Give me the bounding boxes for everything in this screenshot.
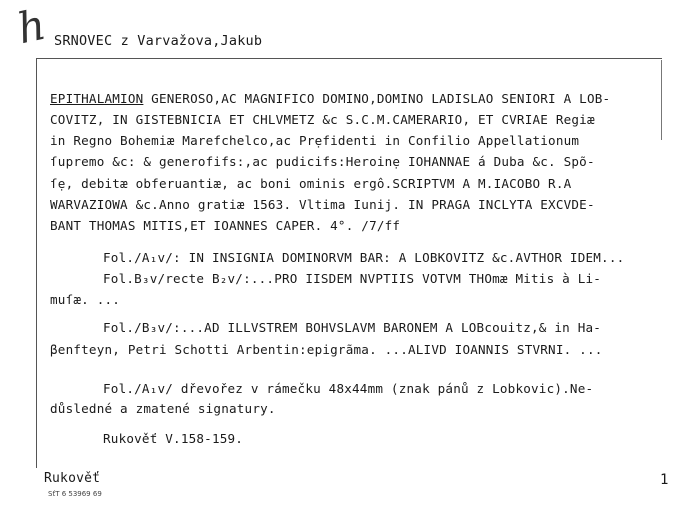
note-line-7: důsledné a zmatené signatury. <box>50 401 276 416</box>
entry-line-7: BANT THOMAS MITIS,ET IOANNES CAPER. 4°. /7/ff <box>50 218 401 233</box>
author-heading: SRNOVEC z Varvažova,Jakub <box>54 33 263 49</box>
footer-label: Rukověť <box>44 471 101 486</box>
note-line-4: Fol./B₃v/:...AD ILLVSTREM BOHVSLAVM BARONEM A LOBcouitz,& in Ha- <box>103 320 602 335</box>
entry-line-4: ſupremo &c: & generofifs:,ac pudicifs:Heroinẹ IOHANNAE á Duba &c. Spõ- <box>50 154 595 169</box>
frame-left-line <box>36 58 37 468</box>
entry-line-3: in Regno Bohemiæ Marefchelco,ac Prẹfidenti in Confilio Appellationum <box>50 133 580 148</box>
handwritten-mark: ℎ <box>13 0 50 54</box>
entry-line-1 <box>50 91 610 106</box>
note-line-1: Fol./A₁v/: IN INSIGNIA DOMINORVM BAR: A LOBKOVITZ &c.AVTHOR IDEM... <box>103 250 625 265</box>
frame-top-line <box>36 58 662 59</box>
note-line-3: muſæ. ... <box>50 292 121 307</box>
catalog-stamp: SťT 6 53969 69 <box>48 490 102 498</box>
entry-line-2: COVITZ, IN GISTEBNICIA ET CHLVMETZ &c S.C.M.CAMERARIO, ET CVRIAE Regiæ <box>50 112 595 127</box>
entry-line-6: WARVAZIOWA &c.Anno gratiæ 1563. Vltima Iunij. IN PRAGA INCLYTA EXCVDE- <box>50 197 595 212</box>
note-line-5: βenfteyn, Petri Schotti Arbentin:epigrãma. ...ALIVD IOANNIS STVRNI. ... <box>50 342 603 357</box>
entry-line-5: ſẹ, debitæ obferuantiæ, ac boni ominis ergô.SCRIPTVM A M.IACOBO R.A <box>50 176 572 191</box>
note-line-6: Fol./A₁v/ dřevořez v rámečku 48x44mm (znak pánů z Lobkovic).Ne- <box>103 381 594 396</box>
frame-right-line <box>661 60 662 140</box>
note-line-2: Fol.B₃v/recte B₂v/:...PRO IISDEM NVPTIIS VOTVM THOmæ Mitis à Li- <box>103 271 602 286</box>
entry-title-word: EPITHALAMION <box>50 91 144 106</box>
entry-line-1-text: GENEROSO,AC MAGNIFICO DOMINO,DOMINO LADISLAO SENIORI A LOB- <box>143 91 611 106</box>
page-number: 1 <box>660 472 669 488</box>
shelfmark: Rukověť V.158-159. <box>103 431 244 446</box>
